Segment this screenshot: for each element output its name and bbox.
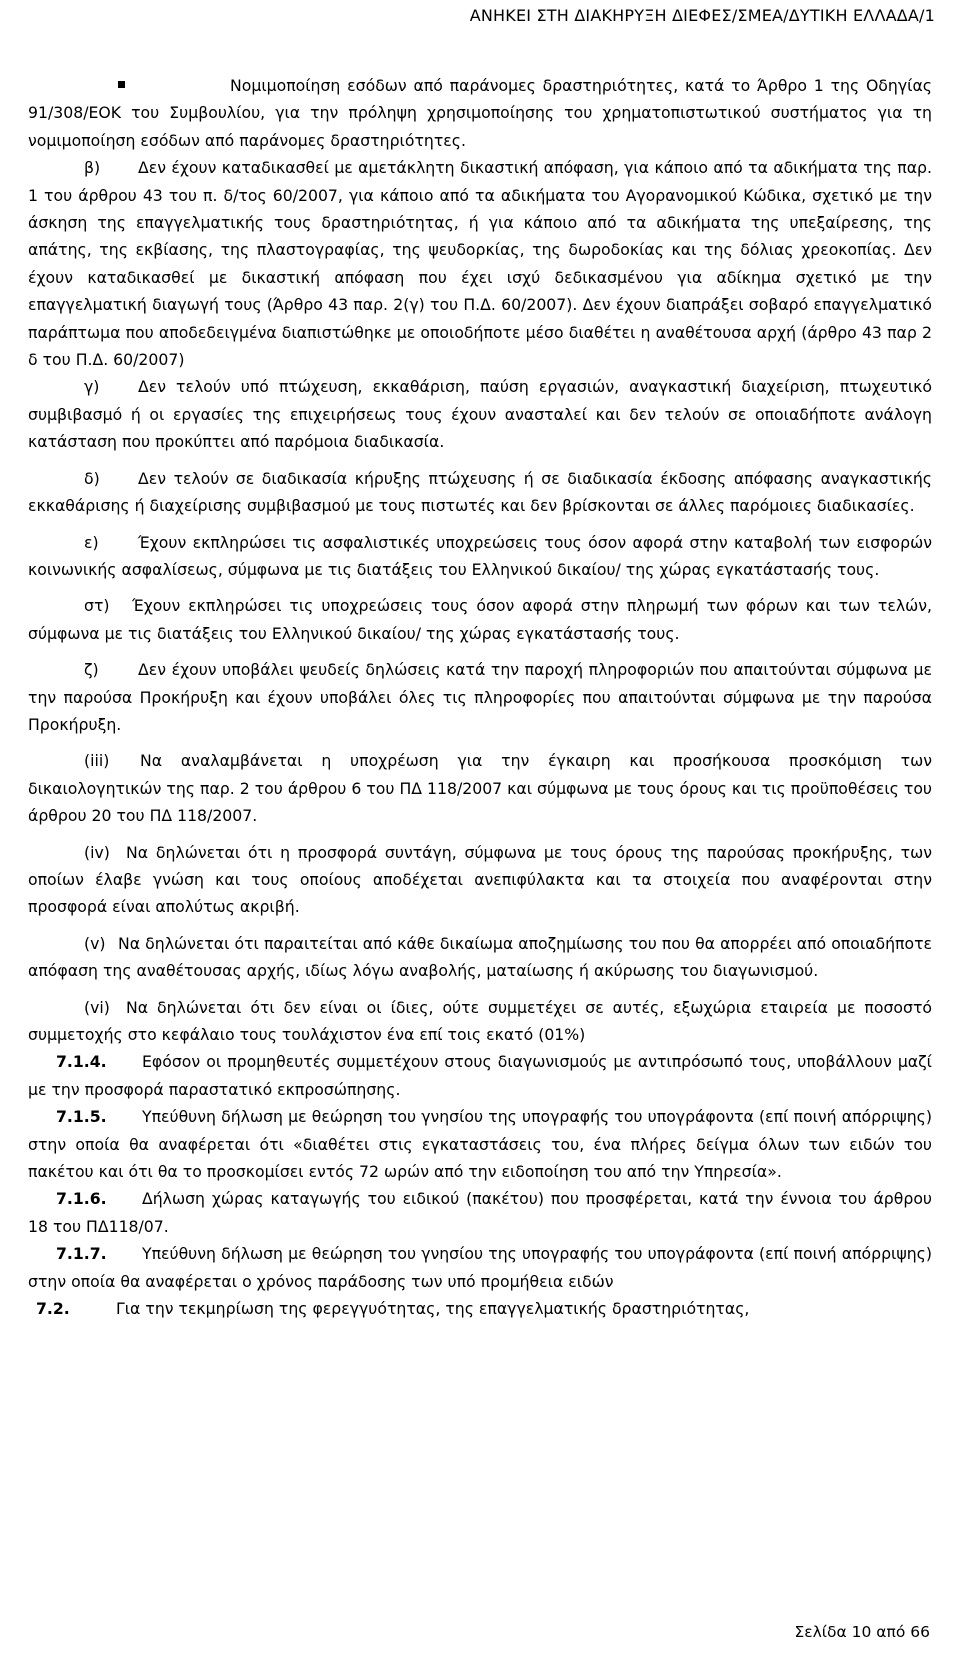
section-7-1-4 [28, 1048, 932, 1103]
item-label: δ) [84, 468, 100, 488]
section-7-1-7 [28, 1240, 932, 1295]
paragraph-v [28, 930, 932, 985]
item-text: Δεν τελούν σε διαδικασία κήρυξης πτώχευσης ή σε διαδικασία έκδοσης απόφασης αναγκαστικής εκκαθάρισης ή διαχείρισης συμβιβασμού με τους πιστωτές και δεν βρίσκονται σε άλλες παρόμοιες διαδικασίες. [28, 468, 932, 516]
paragraph-iii [28, 747, 932, 829]
section-text: Για την τεκμηρίωση της φερεγγυότητας, της επαγγελματικής δραστηριότητας, [116, 1299, 750, 1319]
item-label: (iii) [84, 751, 110, 771]
bullet-text: Νομιμοποίηση εσόδων από παράνομες δραστηριότητες, κατά το Άρθρο 1 της Οδηγίας 91/308/ΕΟΚ του Συμβουλίου, για την πρόληψη χρησιμοποίησης του χρηματοπιστωτικού συστήματος για τη νομιμοποίηση εσόδων από παράνομες δραστηριότητες. [28, 76, 932, 150]
item-label: β) [84, 158, 101, 178]
item-text: Έχουν εκπληρώσει τις ασφαλιστικές υποχρεώσεις τους όσον αφορά στην καταβολή των εισφορών κοινωνικής ασφαλίσεως, σύμφωνα με τις διατάξεις του Ελληνικού δικαίου/ της χώρας εγκατάστασής τους. [28, 532, 932, 579]
bullet-paragraph [28, 72, 932, 154]
section-text: Δήλωση χώρας καταγωγής του ειδικού (πακέτου) που προσφέρεται, κατά την έννοια του άρθρου 18 του ΠΔ118/07. [28, 1189, 932, 1236]
section-number: 7.1.5. [56, 1107, 107, 1127]
page-number: Σελίδα 10 από 66 [794, 1623, 930, 1641]
paragraph-iv [28, 839, 932, 921]
section-7-1-5 [28, 1103, 932, 1185]
item-label: (vi) [84, 997, 110, 1017]
square-bullet-icon [118, 81, 125, 88]
section-text: Εφόσον οι προμηθευτές συμμετέχουν στους διαγωνισμούς με αντιπρόσωπό τους, υποβάλλουν μαζί με την προσφορά παραστατικό εκπροσώπησης. [28, 1052, 932, 1099]
item-label: (iv) [84, 842, 110, 862]
item-label: ζ) [84, 660, 99, 680]
item-text: Να δηλώνεται ότι παραιτείται από κάθε δικαίωμα αποζημίωσης του που θα απορρέει από οποιαδήποτε απόφαση της αναθέτουσας αρχής, ιδίως λόγω αναβολής, ματαίωσης ή ακύρωσης του διαγωνισμού. [28, 933, 932, 981]
item-text: Να αναλαμβάνεται η υποχρέωση για την έγκαιρη και προσήκουσα προσκόμιση των δικαιολογητικών της παρ. 2 του άρθρου 6 του ΠΔ 118/2007 και σύμφωνα με τους όρους και τις προϋποθέσεις του άρθρου 20 του ΠΔ 118/2007. [28, 751, 932, 826]
document-body [28, 72, 932, 1322]
paragraph-vi [28, 994, 932, 1049]
item-label: γ) [84, 377, 100, 397]
section-number: 7.2. [36, 1299, 70, 1319]
item-text: Έχουν εκπληρώσει τις υποχρεώσεις τους όσον αφορά στην πληρωμή των φόρων και των τελών, σύμφωνα με τις διατάξεις του Ελληνικού δικαίου/ της χώρας εγκατάστασής τους. [28, 596, 932, 643]
paragraph-zeta [28, 656, 932, 738]
item-text: Δεν τελούν υπό πτώχευση, εκκαθάριση, παύση εργασιών, αναγκαστική διαχείριση, πτωχευτικό συμβιβασμό ή οι εργασίες της επιχειρήσεως τους έχουν ανασταλεί και δεν τελούν σε οποιαδήποτε ανάλογη κατάσταση που προκύπτει από παρόμοια διαδικασία. [28, 377, 932, 452]
paragraph-delta [28, 465, 932, 520]
item-label: ε) [84, 532, 99, 552]
item-text: Δεν έχουν υποβάλει ψευδείς δηλώσεις κατά την παροχή πληροφοριών που απαιτούνται σύμφωνα με την παρούσα Προκήρυξη και έχουν υποβάλει όλες τις πληροφορίες που απαιτούνται σύμφωνα με την παρούσα Προκήρυξη. [28, 660, 932, 734]
item-label: στ) [84, 596, 110, 616]
section-text: Υπεύθυνη δήλωση με θεώρηση του γνησίου της υπογραφής του υπογράφοντα (επί ποινή απόρριψης) στην οποία θα αναφέρεται ότι «διαθέτει στις εγκαταστάσεις του, ένα πλήρες δείγμα όλων των ειδών του πακέτου και ότι θα το προσκομίσει εντός 72 ωρών από την ειδοποίηση του από την Υπηρεσία». [28, 1107, 932, 1182]
section-7-2 [28, 1295, 932, 1322]
item-text: Να δηλώνεται ότι δεν είναι οι ίδιες, ούτε συμμετέχει σε αυτές, εξωχώρια εταιρεία με ποσοστό συμμετοχής στο κεφάλαιο τους τουλάχιστον ένα επί τοις εκατό (01%) [28, 997, 932, 1044]
item-text: Δεν έχουν καταδικασθεί με αμετάκλητη δικαστική απόφαση, για κάποιο από τα αδικήματα της παρ. 1 του άρθρου 43 του π. δ/τος 60/2007, για κάποιο από τα αδικήματα του Αγορανομικού Κώδικα, σχετικό με την άσκηση της επαγγελματικής τους δραστηριότητας, ή για κάποιο από τα αδικήματα της υπεξαίρεσης, της απάτης, της εκβίασης, της πλαστογραφίας, της ψευδορκίας, της δωροδοκίας και της δόλιας χρεοκοπίας. Δεν έχουν καταδικασθεί με δικαστική απόφαση που έχει ισχύ δεδικασμένου για αδίκημα σχετικό με την επαγγελματική διαγωγή τους (Άρθρο 43 παρ. 2(γ) του Π.Δ. 60/2007). Δεν έχουν διαπράξει σοβαρό επαγγελματικό παράπτωμα που αποδεδειγμένα διαπιστώθηκε με οποιοδήποτε μέσο διαθέτει η αναθέτουσα αρχή (άρθρο 43 παρ 2 δ του Π.Δ. 60/2007) [28, 158, 932, 370]
section-7-1-6 [28, 1185, 932, 1240]
paragraph-beta [28, 154, 932, 373]
paragraph-gamma [28, 373, 932, 455]
section-text: Υπεύθυνη δήλωση με θεώρηση του γνησίου της υπογραφής του υπογράφοντα (επί ποινή απόρριψης) στην οποία θα αναφέρεται ο χρόνος παράδοσης των υπό προμήθεια ειδών [28, 1244, 932, 1291]
section-number: 7.1.7. [56, 1244, 107, 1264]
item-label: (v) [84, 933, 106, 953]
running-header: ΑΝΗΚΕΙ ΣΤΗ ΔΙΑΚΗΡΥΞΗ ΔΙΕΦΕΣ/ΣΜΕΑ/ΔΥΤΙΚΗ ΕΛΛΑΔΑ/1 [469, 6, 935, 25]
item-text: Να δηλώνεται ότι η προσφορά συντάγη, σύμφωνα με τους όρους της παρούσας προκήρυξης, των οποίων έλαβε γνώση και τους οποίους αποδέχεται ανεπιφύλακτα και τα στοιχεία που αναφέρονται στην προσφορά είναι απολύτως ακριβή. [28, 842, 932, 917]
section-number: 7.1.4. [56, 1052, 107, 1072]
section-number: 7.1.6. [56, 1189, 107, 1209]
paragraph-epsilon [28, 529, 932, 584]
paragraph-st [28, 592, 932, 647]
